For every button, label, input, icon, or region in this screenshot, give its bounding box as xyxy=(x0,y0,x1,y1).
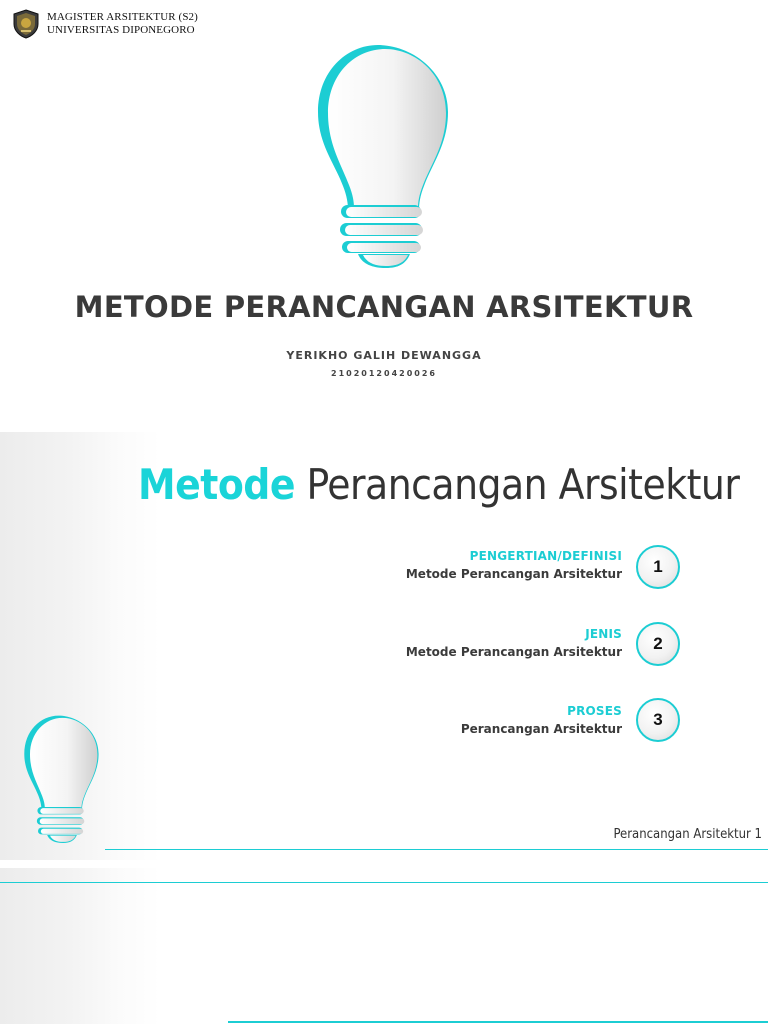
slide-footer: Perancangan Arsitektur 1 xyxy=(613,827,762,842)
page-title: METODE PERANCANGAN ARSITEKTUR xyxy=(74,290,694,324)
item-subtitle-2: Metode Perancangan Arsitektur xyxy=(405,645,622,659)
item-number-badge-2: 2 xyxy=(636,622,680,666)
slide-divider-top xyxy=(0,882,768,883)
item-subtitle-1: Metode Perancangan Arsitektur xyxy=(405,567,622,581)
author-name: YERIKHO GALIH DEWANGGA xyxy=(286,349,482,362)
university-line-1: MAGISTER ARSITEKTUR (S2) xyxy=(47,11,198,23)
footer-divider xyxy=(105,849,768,850)
item-label-2: JENIS xyxy=(585,627,622,641)
university-seal-icon xyxy=(12,9,40,39)
light-bulb-icon xyxy=(300,40,468,272)
university-line-2: UNIVERSITAS DIPONEGORO xyxy=(47,24,195,36)
slide-title-accent: Metode xyxy=(138,460,295,509)
slide-contents xyxy=(0,432,768,860)
item-number-badge-1: 1 xyxy=(636,545,680,589)
slide-title-rest: Perancangan Arsitektur xyxy=(306,460,740,509)
item-label-1: PENGERTIAN/DEFINISI xyxy=(469,549,622,563)
slide-divider-bottom xyxy=(228,1021,768,1023)
item-number-badge-3: 3 xyxy=(636,698,680,742)
student-id: 21020120420026 xyxy=(331,369,437,378)
university-name xyxy=(47,11,198,37)
light-bulb-icon xyxy=(14,710,110,848)
item-subtitle-3: Perancangan Arsitektur xyxy=(460,722,622,736)
slide-next xyxy=(0,868,768,1024)
item-label-3: PROSES xyxy=(567,704,622,718)
slide-title xyxy=(138,460,739,509)
slide-cover xyxy=(0,0,768,420)
